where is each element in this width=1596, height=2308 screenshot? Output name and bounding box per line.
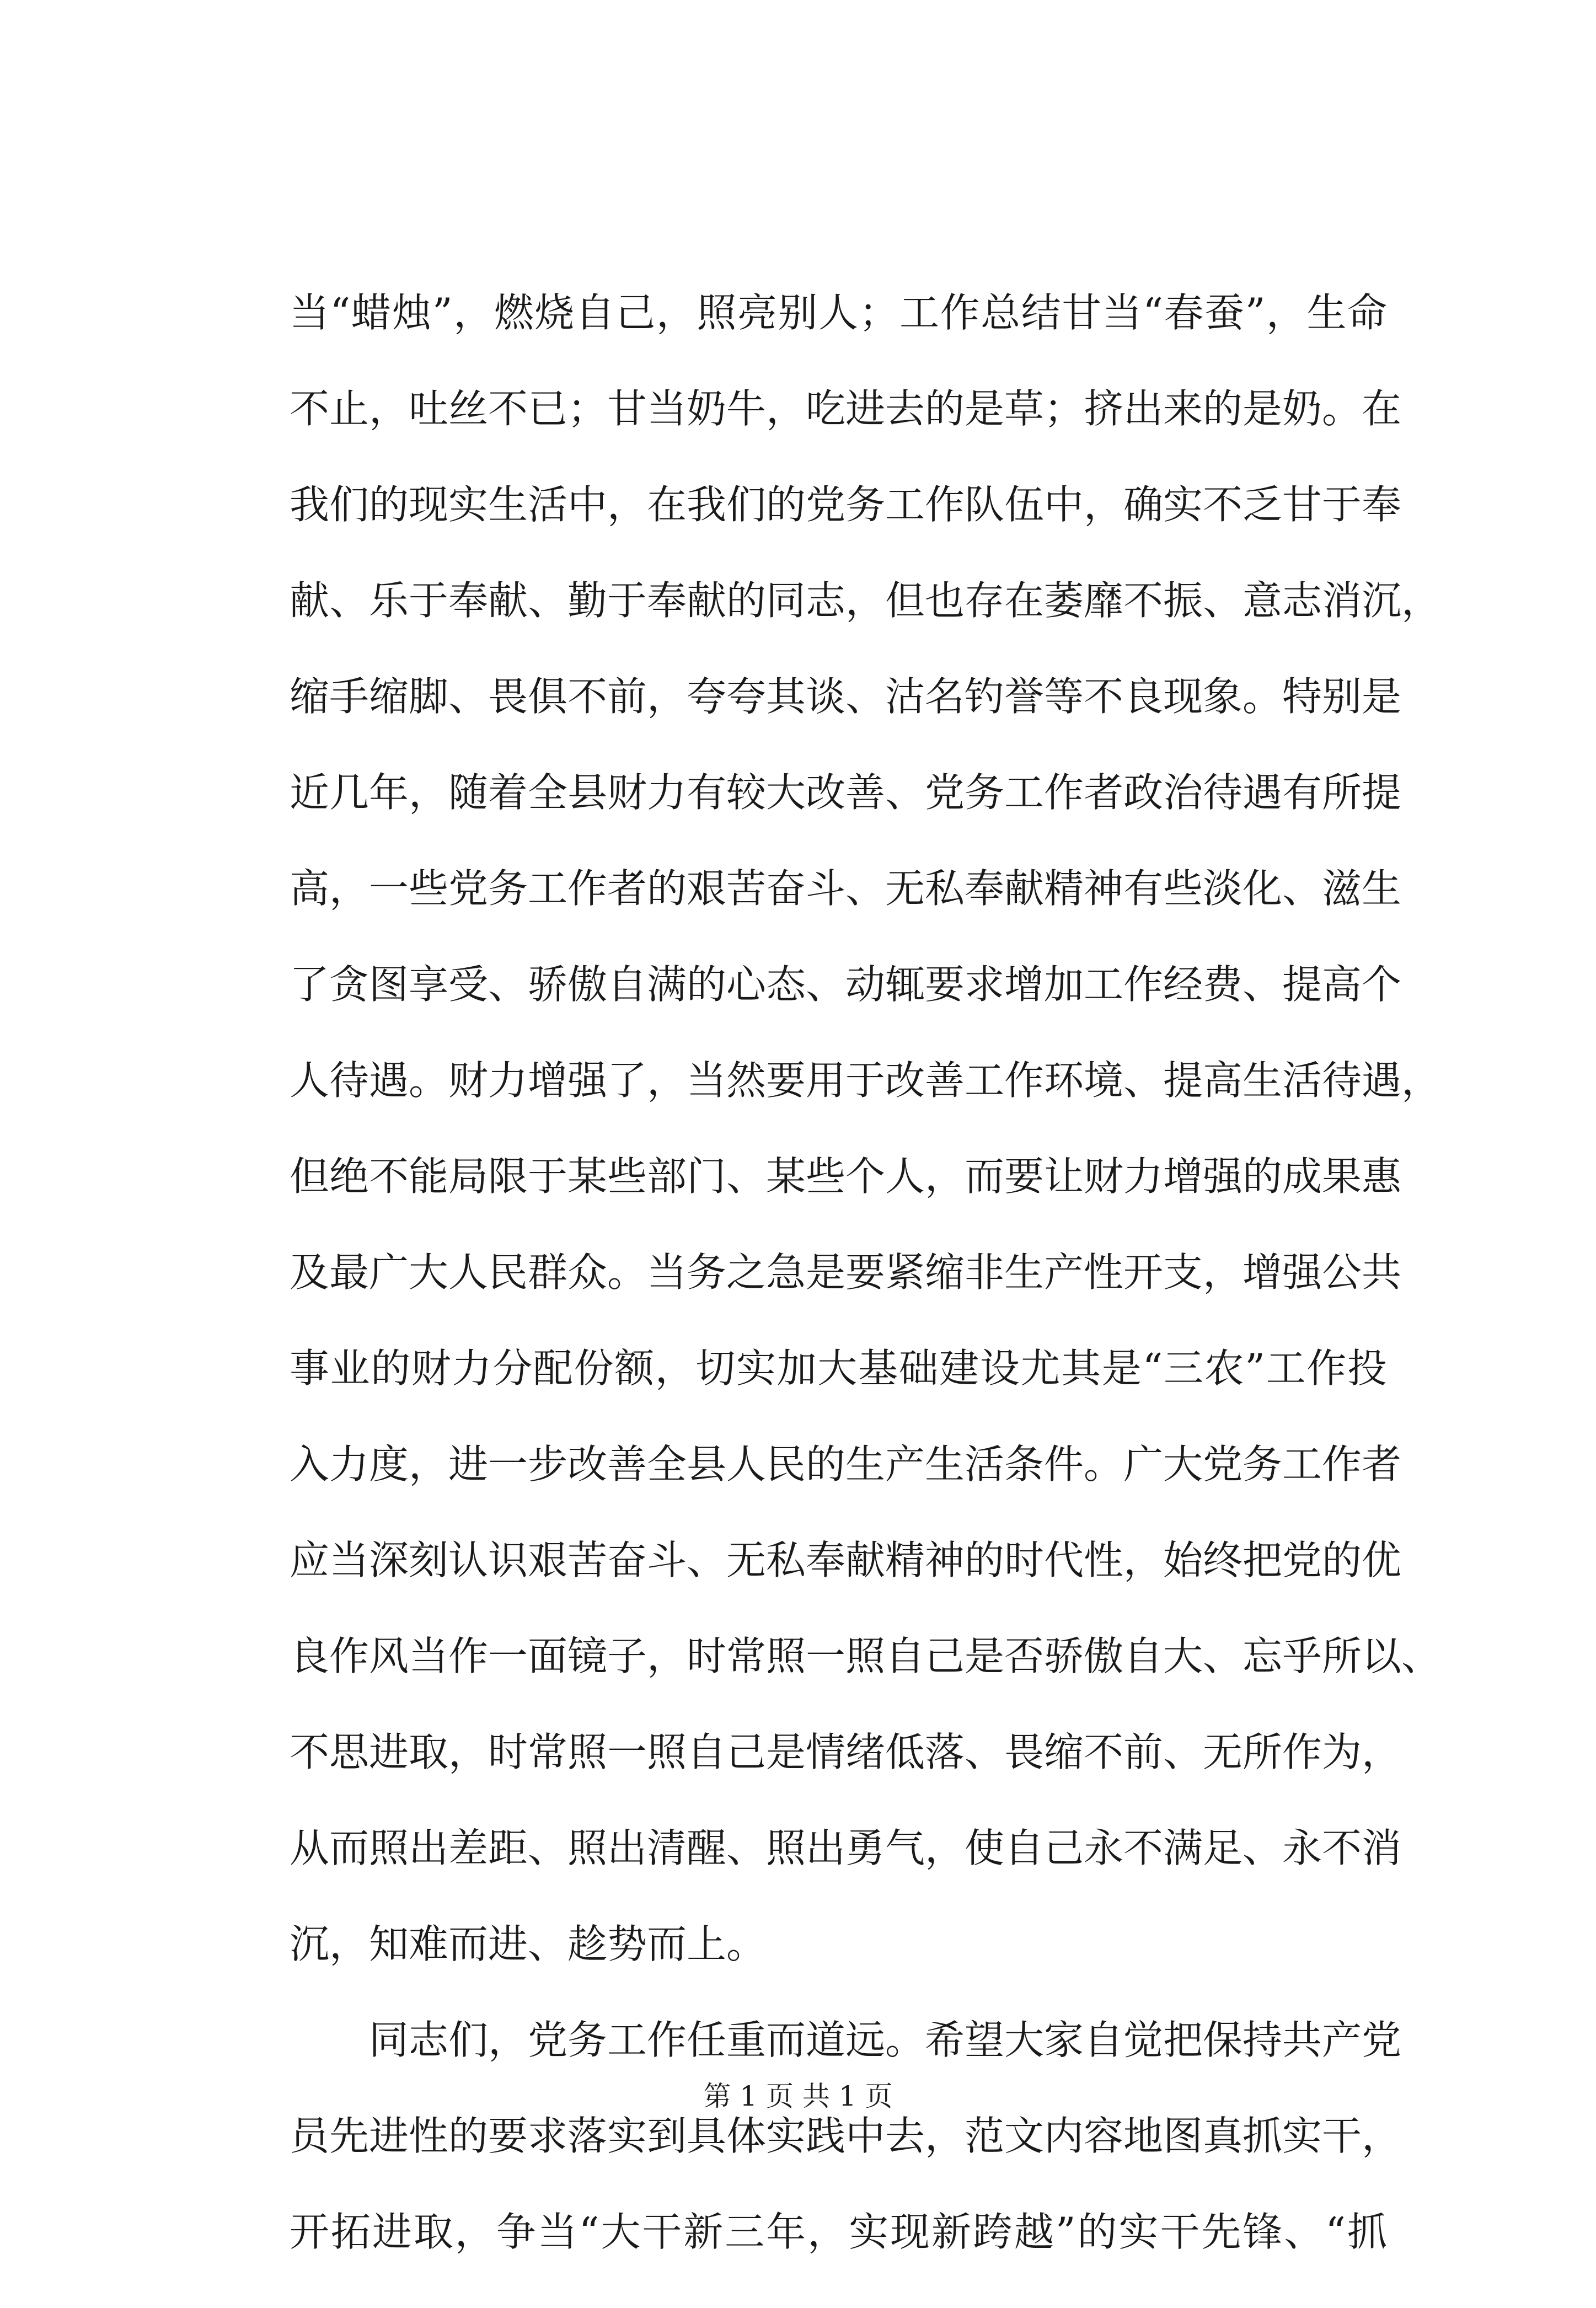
text-line: 不思进取，时常照一照自己是情绪低落、畏缩不前、无所作为， <box>290 1729 1402 1775</box>
text-line: 从而照出差距、照出清醒、照出勇气，使自己永不满足、永不消 <box>290 1825 1402 1871</box>
text-line: 近几年，随着全县财力有较大改善、党务工作者政治待遇有所提 <box>290 769 1402 816</box>
document-body <box>290 290 1442 2308</box>
text-line: 人待遇。财力增强了，当然要用于改善工作环境、提高生活待遇， <box>290 1057 1442 1104</box>
text-line: 及最广大人民群众。当务之急是要紧缩非生产性开支，增强公共 <box>290 1249 1402 1295</box>
page-footer: 第 1 页 共 1 页 <box>703 2080 893 2112</box>
text-line: 沉，知难而进、趁势而上。 <box>290 1921 767 1967</box>
text-line: 高，一些党务工作者的艰苦奋斗、无私奉献精神有些淡化、滋生 <box>290 865 1402 912</box>
text-line: 但绝不能局限于某些部门、某些个人，而要让财力增强的成果惠 <box>290 1153 1402 1199</box>
text-line: 良作风当作一面镜子，时常照一照自己是否骄傲自大、忘乎所以、 <box>290 1633 1442 1679</box>
text-line: 应当深刻认识艰苦奋斗、无私奉献精神的时代性，始终把党的优 <box>290 1537 1402 1583</box>
text-line: 当“蜡烛”，燃烧自己，照亮别人；工作总结甘当“春蚕”，生命 <box>290 290 1387 336</box>
text-line: 事业的财力分配份额，切实加大基础建设尤其是“三农”工作投 <box>290 1345 1387 1391</box>
text-line: 了贪图享受、骄傲自满的心态、动辄要求增加工作经费、提高个 <box>290 961 1402 1008</box>
text-line: 员先进性的要求落实到具体实践中去，范文内容地图真抓实干， <box>290 2113 1402 2159</box>
text-line: 开拓进取，争当“大干新三年，实现新跨越”的实干先锋、“抓 <box>290 2209 1387 2255</box>
text-line: 不止，吐丝不已；甘当奶牛，吃进去的是草；挤出来的是奶。在 <box>290 385 1402 432</box>
text-line: 缩手缩脚、畏俱不前，夸夸其谈、沽名钓誉等不良现象。特别是 <box>290 673 1402 720</box>
text-line: 同志们，党务工作任重而道远。希望大家自觉把保持共产党 <box>369 2017 1402 2063</box>
text-line: 献、乐于奉献、勤于奉献的同志，但也存在萎靡不振、意志消沉， <box>290 577 1442 624</box>
text-line: 我们的现实生活中，在我们的党务工作队伍中，确实不乏甘于奉 <box>290 481 1402 528</box>
text-line: 入力度，进一步改善全县人民的生产生活条件。广大党务工作者 <box>290 1441 1402 1487</box>
